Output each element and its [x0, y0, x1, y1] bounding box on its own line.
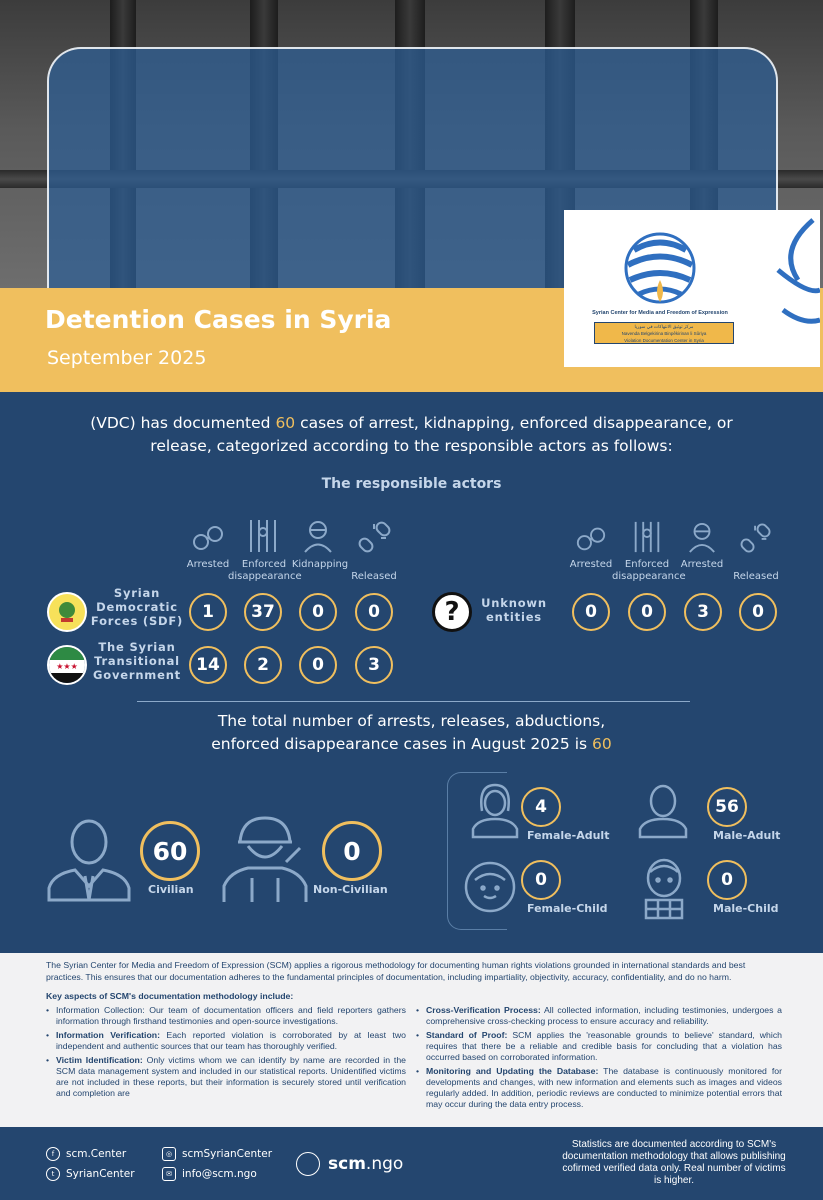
method-right-0-title: Cross-Verification Process:: [426, 1005, 541, 1015]
question-mark-icon: ?: [432, 592, 472, 632]
gov-name-line1: The Syrian: [98, 640, 176, 654]
unknown-arrested-2-count: 3: [684, 593, 722, 631]
sdf-emblem-mark: [49, 594, 85, 630]
logo-caption-vdc: Violation Documentation Center in Syria: [624, 338, 704, 343]
logo-caption-kurdish: Navenda Belgekirina Binpêkirinan li Sûriya: [621, 331, 707, 336]
unknown-name-line1: Unknown: [481, 596, 547, 610]
facebook-handle: scm.Center: [66, 1148, 127, 1160]
instagram-link[interactable]: [162, 1147, 272, 1161]
site-rest: .ngo: [365, 1154, 404, 1174]
male-child-icon: [636, 856, 692, 920]
broken-chain-icon: [740, 522, 772, 554]
sdf-kidnapping-count: 0: [299, 593, 337, 631]
twitter-handle: SyrianCenter: [66, 1168, 135, 1180]
page-subtitle: September 2025: [47, 347, 207, 369]
methodology-item: [416, 1030, 782, 1063]
gov-kidnapping-count: 0: [299, 646, 337, 684]
male-adult-count: 56: [707, 787, 747, 827]
methodology-item: [46, 1055, 406, 1099]
gov-arrested-count: 14: [189, 646, 227, 684]
total-line1: The total number of arrests, releases, abductions,: [217, 712, 606, 730]
instagram-icon: ◎: [162, 1147, 176, 1161]
method-left-0-text: Information Collection: Our team of documentation officers and field reporters gathers information through firsthand testimonies and open-source investigations.: [56, 1005, 406, 1026]
twitter-icon: t: [46, 1167, 60, 1181]
actor-label-sdf: [88, 586, 186, 628]
female-child-icon: [463, 860, 517, 920]
gov-enforced-count: 2: [244, 646, 282, 684]
col-head-arrested: Arrested: [186, 559, 230, 570]
col-head-kidnapping: Kidnapping: [291, 559, 349, 570]
female-child-count: 0: [521, 860, 561, 900]
unknown-arrested-count: 0: [572, 593, 610, 631]
masked-kidnapper-icon: [302, 519, 334, 553]
sdf-emblem-icon: [47, 592, 87, 632]
civilian-count: 60: [140, 821, 200, 881]
methodology-item: [416, 1005, 782, 1027]
method-left-2-title: Victim Identification:: [56, 1055, 143, 1065]
civilian-label: Civilian: [148, 883, 194, 896]
broken-chain-icon: [358, 520, 392, 554]
col-head-arrested-right: Arrested: [569, 559, 613, 570]
sdf-name-line3: Forces (SDF): [90, 614, 184, 628]
methodology-right-column: [416, 1005, 782, 1113]
methodology-key-heading: Key aspects of SCM's documentation methodology include:: [46, 991, 294, 1001]
col-head-enforced-right: Enforced disappearance: [612, 559, 686, 582]
twitter-link[interactable]: [46, 1167, 135, 1181]
sdf-name-line2: Democratic: [96, 600, 178, 614]
facebook-icon: f: [46, 1147, 60, 1161]
section-title: The responsible actors: [321, 476, 502, 492]
website-link[interactable]: [296, 1152, 403, 1176]
intro-text: [60, 412, 763, 458]
method-left-2-text: Only victims whom we can identify by name are recorded in the SCM data management system and included in our statistical reports. Unidentified victims are not included in these reports, but their information is securely stored until verification and completion are: [56, 1055, 406, 1098]
masked-kidnapper-icon: [687, 521, 717, 553]
scm-logo-icon: [564, 210, 756, 310]
divider: [137, 701, 690, 702]
male-child-count: 0: [707, 860, 747, 900]
intro-count: 60: [275, 414, 296, 432]
method-right-1-text: SCM applies the 'reasonable grounds to believe' standard, which requires that there be a reliable and credible basis for concluding that a violation has occurred based on corroborated information.: [426, 1030, 782, 1062]
methodology-left-column: [46, 1005, 406, 1102]
female-child-label: Female-Child: [527, 902, 608, 915]
gov-name-line2: Transitional: [94, 654, 180, 668]
total-text: [100, 710, 723, 756]
sdf-released-count: 0: [355, 593, 393, 631]
male-adult-label: Male-Adult: [713, 829, 781, 842]
handcuffs-icon: [191, 520, 225, 554]
actor-label-unknown: [478, 596, 550, 624]
intro-before: (VDC) has documented: [90, 414, 276, 432]
soldier-icon: [220, 812, 310, 904]
method-right-0-text: All collected information, including testimonies, undergoes a comprehensive cross-checking process to ensure accuracy and reliability.: [426, 1005, 782, 1026]
methodology-section: [0, 953, 823, 1127]
globe-icon: [296, 1152, 320, 1176]
email-address: info@scm.ngo: [182, 1168, 257, 1180]
method-right-2-text: The database is continuously monitored for developments and changes, with new information and elements such as images and videos regularly added. In addition, periodic reviews are conducted to minimize potential errors that may occur during the data entry process.: [426, 1066, 782, 1109]
unknown-name-line2: entities: [486, 610, 542, 624]
col-head-released-right: Released: [733, 571, 779, 582]
sdf-name-line1: Syrian: [113, 586, 161, 600]
female-adult-label: Female-Adult: [527, 829, 610, 842]
email-icon: ✉: [162, 1167, 176, 1181]
methodology-item: [416, 1066, 782, 1110]
methodology-intro: The Syrian Center for Media and Freedom of Expression (SCM) applies a rigorous methodology for documenting human rights violations grounded in international standards and best practices. This ensures that our documentation adheres to the fundamental principles of documentation, including impartiality, objectivity, accuracy, confidentiality, and do no harm.: [46, 960, 746, 982]
unknown-enforced-count: 0: [628, 593, 666, 631]
decorative-swirl-icon: [758, 210, 820, 367]
methodology-item: [46, 1030, 406, 1052]
handcuffs-icon: [575, 522, 607, 554]
site-bold: scm: [328, 1154, 366, 1174]
sdf-arrested-count: 1: [189, 593, 227, 631]
intro-after: cases of arrest, kidnapping, enforced disappearance, or release, categorized according to the responsible actors as follows:: [150, 414, 733, 455]
instagram-handle: scmSyrianCenter: [182, 1148, 273, 1160]
jail-bars-icon: [245, 518, 281, 554]
col-head-enforced-disappearance: Enforced disappearance: [228, 559, 302, 582]
non-civilian-count: 0: [322, 821, 382, 881]
scm-logo: [564, 210, 820, 367]
gov-released-count: 3: [355, 646, 393, 684]
page-title: Detention Cases in Syria: [45, 305, 392, 334]
total-line2: [100, 733, 723, 756]
total-count: 60: [592, 735, 612, 753]
sdf-enforced-count: 37: [244, 593, 282, 631]
female-adult-count: 4: [521, 787, 561, 827]
method-right-2-title: Monitoring and Updating the Database:: [426, 1066, 599, 1076]
logo-caption: Syrian Center for Media and Freedom of Expression: [592, 310, 728, 316]
method-left-1-title: Information Verification:: [56, 1030, 160, 1040]
methodology-item: [46, 1005, 406, 1027]
civilian-person-icon: [45, 812, 133, 902]
footer-note: Statistics are documented according to SCM's documentation methodology that allows publishing cofirmed verified data only. Real number of victims is higher.: [562, 1139, 786, 1186]
unknown-released-count: 0: [739, 593, 777, 631]
syria-flag-icon: ★★★: [47, 645, 87, 685]
female-adult-icon: [470, 781, 520, 839]
non-civilian-label: Non-Civilian: [313, 883, 388, 896]
total-line2-before: enforced disappearance cases in August 2025 is: [211, 735, 593, 753]
male-adult-icon: [637, 781, 689, 839]
gov-name-line3: Government: [93, 668, 181, 682]
method-right-1-title: Standard of Proof:: [426, 1030, 508, 1040]
col-head-released: Released: [351, 571, 397, 582]
male-child-label: Male-Child: [713, 902, 779, 915]
jail-bars-icon: [630, 520, 664, 554]
facebook-link[interactable]: [46, 1147, 126, 1161]
logo-subtitle-band: [594, 322, 734, 344]
email-link[interactable]: [162, 1167, 257, 1181]
logo-caption-arabic: مركز توثيق الانتهاكات في سوريا: [634, 324, 694, 329]
method-left-1-text: Each reported violation is corroborated by at least two independent and authentic sources that our team has thoroughly verified.: [56, 1030, 406, 1051]
actor-label-transitional-gov: [88, 640, 186, 682]
col-head-arrested-right-2: Arrested: [680, 559, 724, 570]
